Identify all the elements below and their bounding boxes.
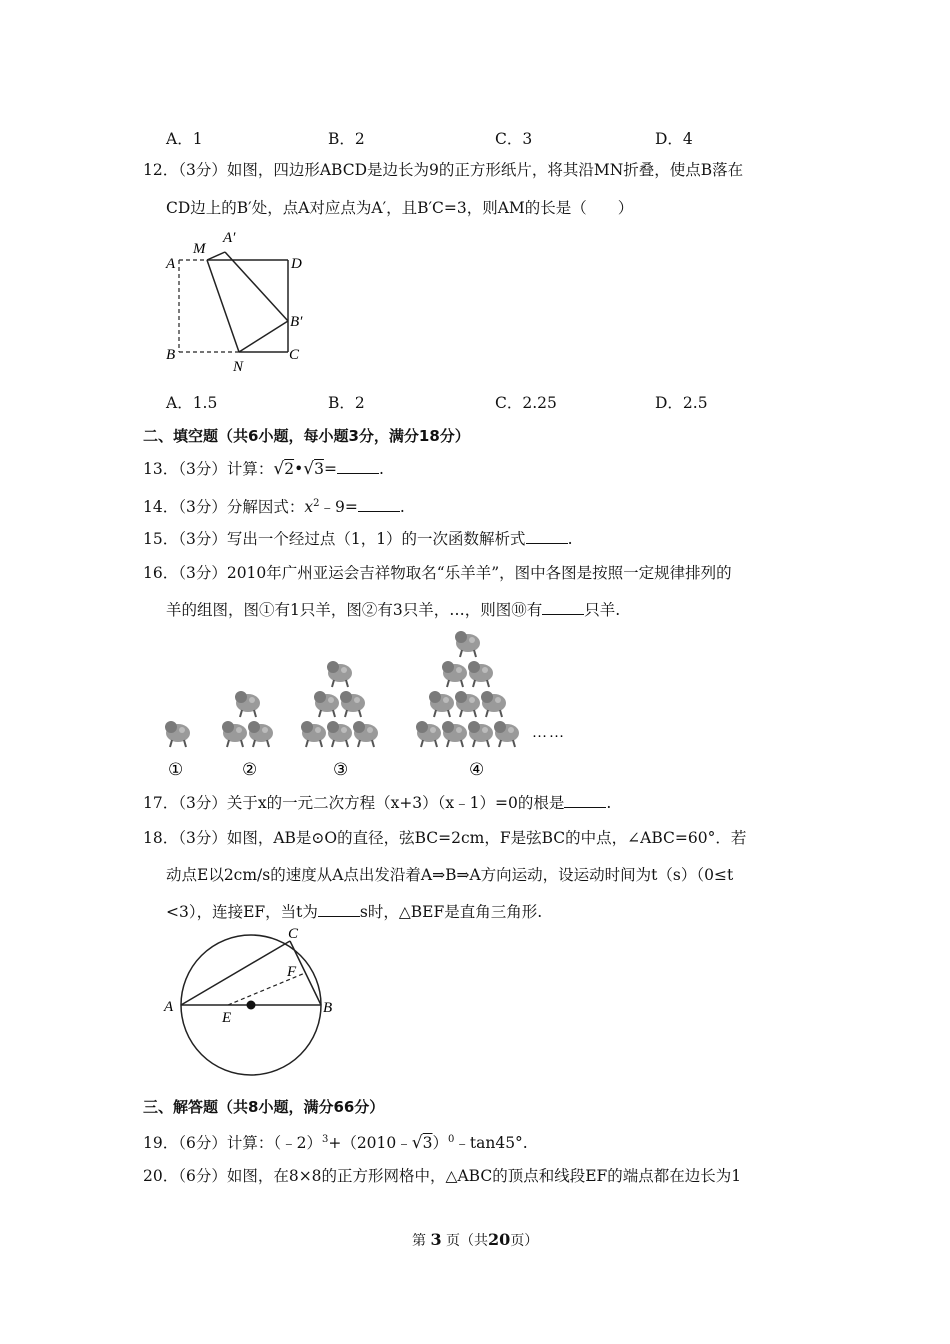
q11-option-a: A．1 [166,130,203,148]
q16-line2: 羊的组图，图①有1只羊，图②有3只羊，…，则图⑩有 只羊. [166,601,621,619]
fig-label-4: ④ [469,760,485,779]
q12-option-b: B．2 [328,394,365,412]
edge-bn [239,321,288,352]
label-b: B [166,347,176,363]
label-c: C [288,926,299,942]
chord-ac [181,941,290,1005]
q20-line1: 20．（6分）如图，在8×8的正方形网格中，△ABC的顶点和线段EF的端点都在边长为1 [143,1167,742,1185]
fig-label-3: ③ [333,760,349,779]
label-e: E [222,1010,232,1026]
edge-ma [207,252,225,260]
label-a: A [164,999,174,1015]
footer-page-number: 3 [430,1230,442,1249]
edge-ab [225,252,288,321]
label-a: A [166,256,176,272]
label-n: N [233,359,244,375]
q14: 14．（3分）分解因式：$x^2﹣9=$ . [143,498,405,517]
q12-square-fold-figure [160,225,320,375]
q11-option-d: D．4 [655,130,693,148]
sheep-group-3 [301,661,378,747]
page-footer: 第 3 页（共20页） [412,1230,539,1249]
sheep-group-2 [222,691,273,747]
section3-heading: 三、解答题（共8小题，满分66分） [143,1098,385,1116]
q19: 19．（6分）计算：（﹣2）$^3$+（2010﹣√3）$^0$﹣tan45°. [143,1133,528,1154]
q15: 15．（3分）写出一个经过点（1，1）的一次函数解析式 . [143,530,573,548]
q18-line3: <3），连接EF，当t为 s时，△BEF是直角三角形. [166,903,543,921]
q18-circle-figure [160,925,340,1080]
sheep-group-4 [416,631,519,747]
q12-option-c: C．2.25 [495,394,557,412]
sheep-dots: …… [532,725,566,741]
q17: 17．（3分）关于x的一元二次方程（x+3）（x﹣1）=0的根是 . [143,794,612,812]
q12-option-d: D．2.5 [655,394,708,412]
label-m: M [193,241,206,257]
label-b-prime: B′ [290,314,303,330]
fig-label-1: ① [168,760,184,779]
q11-option-b: B．2 [328,130,365,148]
label-f: F [287,964,297,980]
fig-label-2: ② [242,760,258,779]
footer-total-pages: 20 [488,1230,511,1249]
q13: 13．（3分）计算：√2•√3= . [143,459,384,479]
q11-option-c: C．3 [495,130,533,148]
q12-line2: CD边上的B′处，点A对应点为A′，且B′C=3，则AM的长是（ ） [166,199,634,217]
q16-line1: 16．（3分）2010年广州亚运会吉祥物取名“乐羊羊”，图中各图是按照一定规律排列的 [143,564,732,582]
label-b: B [323,1000,333,1016]
center-o [247,1001,256,1010]
q16-sheep-figure [150,625,630,785]
q18-line1: 18．（3分）如图，AB是⊙O的直径，弦BC=2cm，F是弦BC的中点，∠ABC=60°．若 [143,829,747,847]
q12-line1: 12．（3分）如图，四边形ABCD是边长为9的正方形纸片，将其沿MN折叠，使点B落在 [143,161,744,179]
q12-option-a: A．1.5 [166,394,218,412]
q18-line2: 动点E以2cm/s的速度从A点出发沿着A⇒B⇒A方向运动，设运动时间为t（s）（0≤t [166,866,734,884]
label-c: C [289,347,300,363]
sheep-group-1 [165,721,190,747]
label-d: D [291,256,302,272]
section2-heading: 二、填空题（共6小题，每小题3分，满分18分） [143,427,470,445]
label-a-prime: A′ [223,230,236,246]
fold-mn [207,260,239,352]
